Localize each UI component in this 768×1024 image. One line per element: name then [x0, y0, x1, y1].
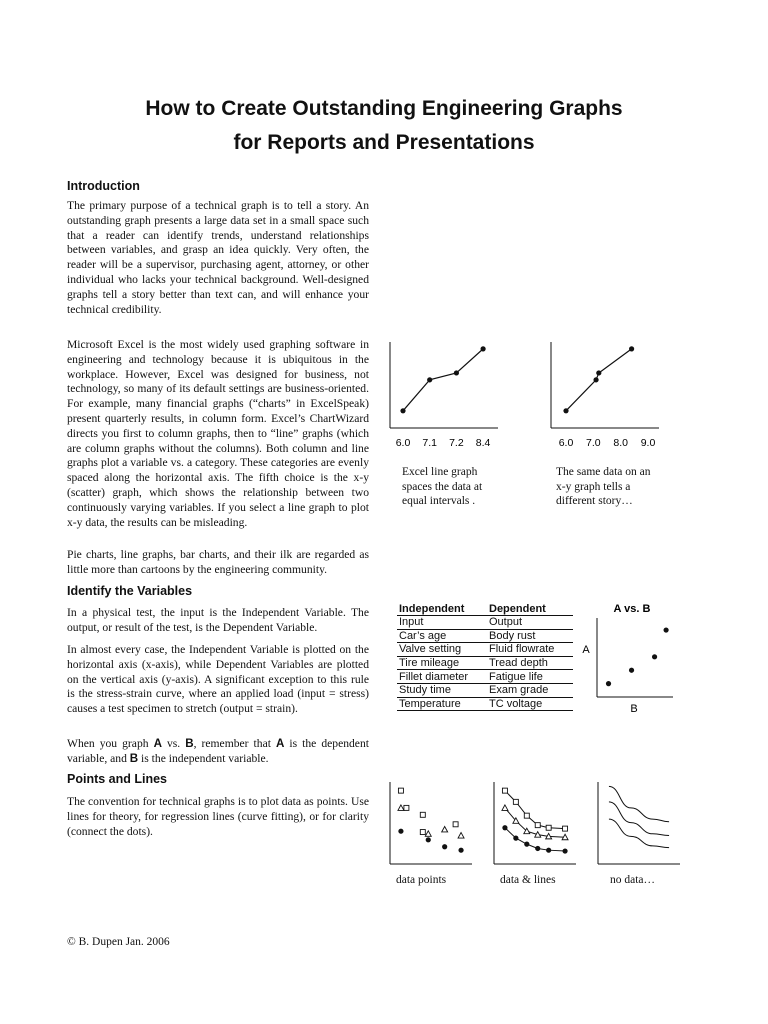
y-axis-label: A: [582, 644, 590, 656]
data-points-graph: [386, 782, 476, 867]
triangle-marker: [425, 831, 431, 837]
no-data-graph: [594, 782, 684, 867]
heading-points-lines: Points and Lines: [67, 772, 168, 786]
caption-no-data: no data…: [610, 874, 656, 886]
table-cell: Study time: [397, 683, 487, 697]
xy-scatter-graph: [547, 342, 667, 452]
data-point: [427, 377, 432, 382]
dot-marker: [458, 848, 463, 853]
table-row: [397, 670, 573, 684]
table-cell: Fluid flowrate: [487, 643, 573, 657]
x-tick-label: 6.0: [558, 437, 574, 449]
dot-marker: [562, 848, 567, 853]
x-axis-label: B: [630, 703, 638, 715]
data-point: [481, 346, 486, 351]
table-cell: Exam grade: [487, 683, 573, 697]
data-lines-graph: [490, 782, 580, 867]
x-tick-label: 7.2: [449, 437, 464, 449]
table-cell: Body rust: [487, 629, 573, 643]
caption-xy-graph: The same data on an x-y graph tells a different story…: [556, 466, 651, 507]
x-tick-label: 7.0: [586, 437, 601, 449]
table-cell: Output: [487, 616, 573, 630]
caption-excel-line-graph: Excel line graph spaces the data at equal intervals .: [402, 466, 483, 507]
intro-paragraph-1: The primary purpose of a technical graph is to tell a story. An outstanding graph presents a large data set in a small space such that a reader can identify trends, understand relationships between variables, and grasp an idea quickly. Very often, the reader will be a supervisor, purchasing agent, attorney, or other individual who lacks your technical background. Well-designed graphs tell a story better than text can, and will enhance your technical credibility.: [67, 199, 369, 316]
dot-marker: [398, 829, 403, 834]
square-marker: [563, 826, 568, 831]
dot-marker: [546, 848, 551, 853]
table-row: [397, 697, 573, 711]
dot-marker: [513, 836, 518, 841]
data-point: [663, 627, 668, 632]
table-cell: TC voltage: [487, 697, 573, 711]
square-marker: [502, 788, 507, 793]
data-point: [454, 370, 459, 375]
table-row: [397, 629, 573, 643]
series-line: [566, 349, 632, 411]
series-line: [403, 349, 483, 411]
theory-curve: [609, 802, 669, 836]
table-cell: Valve setting: [397, 643, 487, 657]
dot-marker: [524, 842, 529, 847]
square-marker: [546, 825, 551, 830]
data-point: [606, 681, 611, 686]
column-header-independent: Independent: [397, 602, 487, 616]
data-point: [629, 668, 634, 673]
heading-identify-variables: Identify the Variables: [67, 584, 193, 598]
table-row: [397, 643, 573, 657]
square-marker: [420, 830, 425, 835]
a-vs-b-graph: [576, 600, 676, 715]
table-cell: Tread depth: [487, 656, 573, 670]
data-point: [400, 408, 405, 413]
intro-paragraph-2: Microsoft Excel is the most widely used graphing software in engineering and technology because it is ubiquitous in the workplace. However, Excel was designed for business, not technology, so many of its default settings are business-oriented. For example, many financial graphs (“charts” in ExcelSpeak) present quarterly results, in column form. Excel’s ChartWizard directs you first to column graphs, then to “line” graphs (which are column graphs without the columns). Both column and line graphs plot a variable vs. a category. These categories are evenly spaced along the horizontal axis. The fifth choice is the x-y (scatter) graph, which shows the relationship between two continuously varying variables. If you select a line graph to plot x-y data, the results can be misleading.: [67, 338, 369, 529]
x-tick-label: 6.0: [395, 437, 411, 449]
square-marker: [524, 813, 529, 818]
data-point: [629, 346, 634, 351]
table-cell: Input: [397, 616, 487, 630]
column-header-dependent: Dependent: [487, 602, 573, 616]
square-marker: [535, 823, 540, 828]
heading-introduction: Introduction: [67, 179, 140, 193]
data-point: [593, 377, 598, 382]
x-tick-label: 8.0: [613, 437, 628, 449]
square-marker: [453, 822, 458, 827]
theory-curve: [609, 786, 669, 821]
table-cell: Temperature: [397, 697, 487, 711]
triangle-marker: [398, 805, 404, 811]
square-marker: [420, 812, 425, 817]
table-row: [397, 616, 573, 630]
triangle-marker: [442, 826, 448, 832]
dot-marker: [535, 846, 540, 851]
variables-paragraph-1: In a physical test, the input is the Independent Variable. The output, or result of the test, is the Dependent Variable.: [67, 606, 369, 634]
page-title-line1: How to Create Outstanding Engineering Graphs: [145, 97, 623, 120]
square-marker: [513, 799, 518, 804]
theory-curve: [609, 819, 669, 847]
table-cell: Fatigue life: [487, 670, 573, 684]
table-cell: Tire mileage: [397, 656, 487, 670]
dot-marker: [426, 837, 431, 842]
variables-paragraph-2: In almost every case, the Independent Variable is plotted on the horizontal axis (x-axis), while Dependent Variables are plotted on the vertical axis (y-axis). A significant exception to this rule is the stress-strain curve, where an applied load (input = stress) causes a test specimen to stretch (output = strain).: [67, 643, 369, 716]
page-title-line2: for Reports and Presentations: [233, 131, 535, 154]
variables-table: [397, 602, 573, 711]
variables-paragraph-3: When you graph A vs. B, remember that A is the dependent variable, and B is the independent variable.: [67, 737, 369, 765]
table-row: [397, 656, 573, 670]
triangle-marker: [502, 805, 508, 811]
data-point: [563, 408, 568, 413]
dot-marker: [502, 825, 507, 830]
caption-data-lines: data & lines: [500, 874, 556, 886]
table-row: [397, 683, 573, 697]
x-tick-label: 7.1: [422, 437, 438, 449]
triangle-marker: [458, 833, 464, 839]
table-cell: Fillet diameter: [397, 670, 487, 684]
data-point: [652, 654, 657, 659]
table-header-row: [397, 602, 573, 616]
data-point: [596, 370, 601, 375]
intro-paragraph-3: Pie charts, line graphs, bar charts, and their ilk are regarded as little more than cartoons by the engineering community.: [67, 548, 369, 576]
excel-line-graph: [386, 342, 506, 452]
square-marker: [398, 788, 403, 793]
dot-marker: [442, 844, 447, 849]
points-paragraph-1: The convention for technical graphs is to plot data as points. Use lines for theory, for regression lines (curve fitting), or for clarity (connect the dots).: [67, 795, 369, 838]
x-tick-label: 8.4: [475, 437, 491, 449]
x-tick-label: 9.0: [640, 437, 656, 449]
footer-copyright: © B. Dupen Jan. 2006: [67, 936, 170, 948]
table-cell: Car’s age: [397, 629, 487, 643]
caption-data-points: data points: [396, 874, 447, 886]
square-marker: [404, 805, 409, 810]
chart-title: A vs. B: [613, 603, 651, 615]
